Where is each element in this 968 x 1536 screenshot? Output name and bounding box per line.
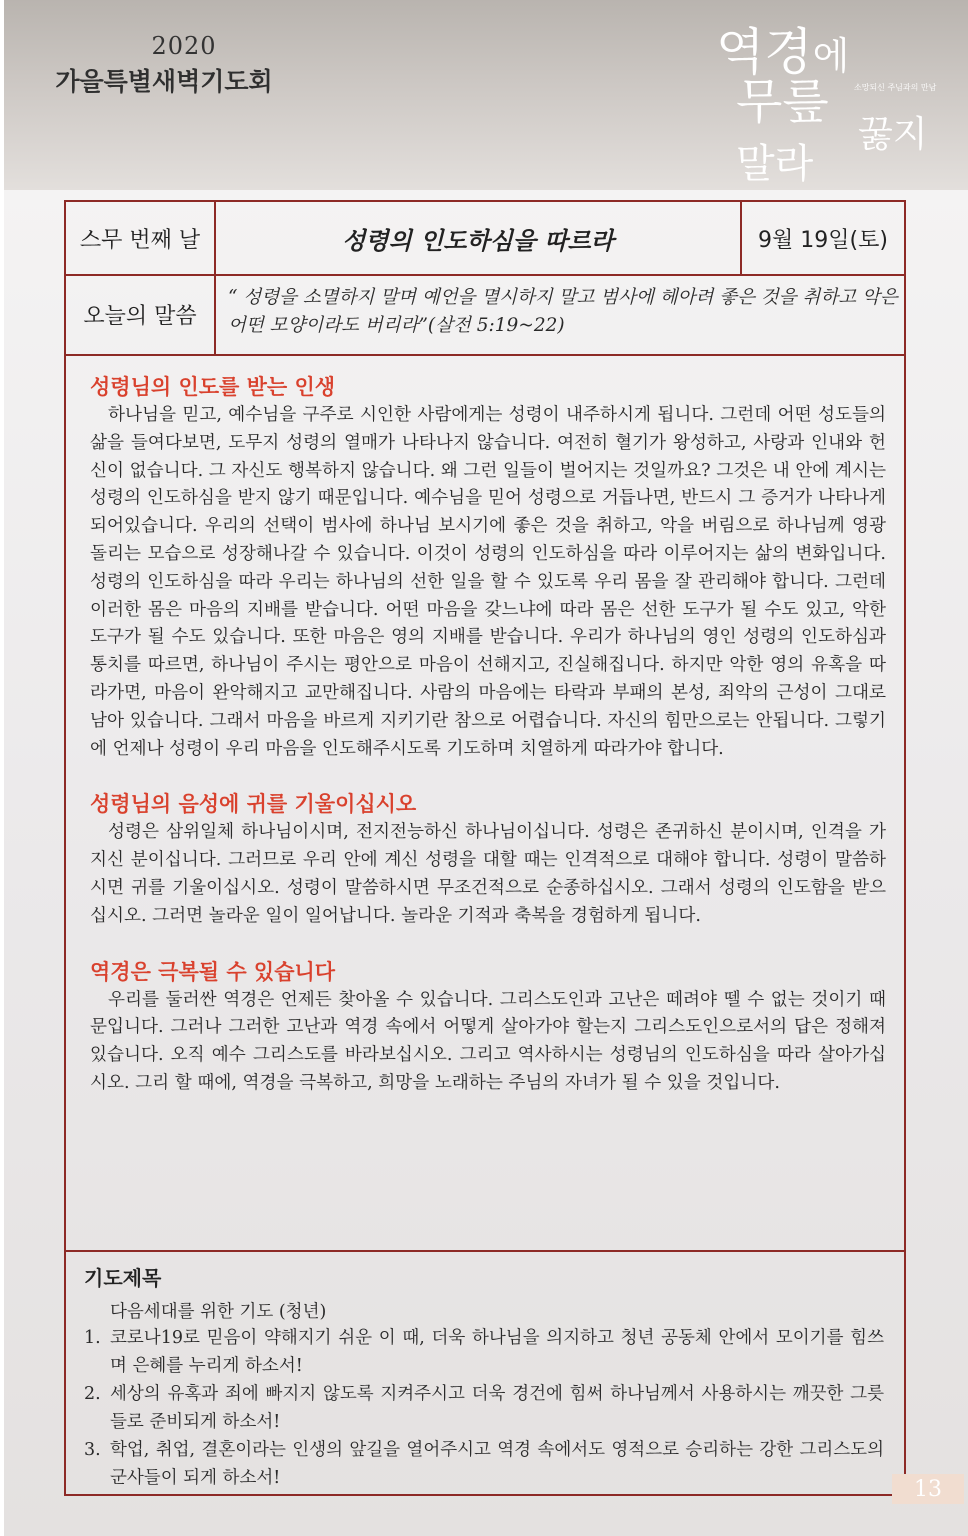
page-header <box>4 0 968 190</box>
divider <box>214 274 216 354</box>
prayer-item: 2. 세상의 유혹과 죄에 빠지지 않도록 지켜주시고 더욱 경건에 힘써 하나님께서 사용하시는 깨끗한 그릇들로 준비되게 하소서! <box>84 1384 884 1432</box>
prayer-item: 3. 학업, 취업, 결혼이라는 인생의 앞길을 열어주시고 역경 속에서도 영적으로 승리하는 강한 그리스도의 군사들이 되게 하소서! <box>84 1440 884 1488</box>
word-row <box>66 274 904 356</box>
prayer-list <box>84 1324 884 1492</box>
info-row <box>66 202 904 276</box>
section-title: 성령님의 인도를 받는 인생 <box>90 375 336 399</box>
section-paragraph: 우리를 둘러싼 역경은 언제든 찾아올 수 있습니다. 그리스도인과 고난은 떼려야 뗄 수 없는 것이기 때문입니다. 그러나 그러한 고난과 역경 속에서 어떻게 살아가야 할는지 그리스도인으로서의 답은 정해져 있습니다. 오직 예수 그리스도를 바라보십시오. 그리고 역사하시는 성령님의 인도하심을 따라 살아가십시오. 그리 할 때에, 역경을 극복하고, 희망을 노래하는 주님의 자녀가 될 수 있을 것입니다. <box>90 989 886 1093</box>
word-label: 오늘의 말씀 <box>83 303 197 329</box>
scripture-verse: “ 성령을 소멸하지 말며 예언을 멸시하지 말고 범사에 헤아려 좋은 것을 취하고 악은 어떤 모양이라도 버리라”(살전 5:19~22) <box>228 287 898 336</box>
section-paragraph: 성령은 삼위일체 하나님이시며, 전지전능하신 하나님이십니다. 성령은 존귀하신 분이시며, 인격을 가지신 분이십니다. 그러므로 우리 안에 계신 성령을 대할 때는 인격적으로 대해야 합니다. 성령이 말씀하시면 귀를 기울이십시오. 성령이 말씀하시면 무조건적으로 순종하십시오. 그래서 성령의 인도함을 받으십시오. 그러면 놀라운 일이 일어납니다. 놀라운 기적과 축복을 경험하게 됩니다. <box>90 822 886 926</box>
logo-line2-small: 꿇지 <box>858 114 928 155</box>
devotional-body <box>90 372 886 1124</box>
day-label: 스무 번째 날 <box>79 227 201 253</box>
page-number: 13 <box>892 1474 964 1504</box>
devotional-frame <box>64 200 906 1496</box>
series-logo <box>716 23 946 187</box>
prayer-section <box>66 1250 904 1496</box>
prayer-title: 기도제목 <box>84 1266 162 1290</box>
section-paragraph: 하나님을 믿고, 예수님을 구주로 시인한 사람에게는 성령이 내주하시게 됩니다. 그런데 어떤 성도들의 삶을 들여다보면, 도무지 성령의 열매가 나타나지 않습니다. 여전히 혈기가 왕성하고, 사랑과 인내와 헌신이 없습니다. 그 자신도 행복하지 않습니다. 왜 그런 일들이 벌어지는 것일까요? 그것은 내 안에 계시는 성령의 인도하심을 받지 않기 때문입니다. 예수님을 믿어 성령으로 거듭나면, 반드시 그 증거가 나타나게 되어있습니다. 우리의 선택이 범사에 하나님 보시기에 좋은 것을 취하고, 악을 버림으로 하나님께 영광 돌리는 모습으로 성장해나갈 수 있습니다. 이것이 성령의 인도하심을 따라 이루어지는 삶의 변화입니다. 성령의 인도하심을 따라 우리는 하나님의 선한 일을 할 수 있도록 우리 몸을 잘 관리해야 합니다. 그런데 이러한 몸은 마음의 지배를 받습니다. 어떤 마음을 갖느냐에 따라 몸은 선한 도구가 될 수도 있고, 악한 도구가 될 수도 있습니다. 또한 마음은 영의 지배를 받습니다. 우리가 하나님의 영인 성령의 인도하심과 통치를 따르면, 하나님이 주시는 평안으로 마음이 선해지고, 진실해집니다. 하지만 악한 영의 유혹을 따라가면, 마음이 완악해지고 교만해집니다. 사람의 마음에는 타락과 부패의 본성, 죄악의 근성이 그대로 남아 있습니다. 그래서 마음을 바르게 지키기란 참으로 어렵습니다. 자신의 힘만으로는 안됩니다. 그렇기에 언제나 성령이 우리 마음을 인도해주시도록 기도하며 치열하게 따라가야 합니다. <box>90 405 886 759</box>
section-title: 성령님의 음성에 귀를 기울이십시오 <box>90 792 417 817</box>
prayer-subtitle: 다음세대를 위한 기도 (청년) <box>110 1302 327 1322</box>
logo-subtitle: 소망되신 주님과의 만남 <box>854 83 937 92</box>
prayer-item: 1. 코로나19로 믿음이 약해지기 쉬운 이 때, 더욱 하나님을 의지하고 청년 공동체 안에서 모이기를 힘쓰며 은혜를 누리게 하소서! <box>84 1328 884 1376</box>
devotional-date: 9월 19일(토) <box>758 227 888 253</box>
logo-line3: 말라 <box>736 141 814 187</box>
header-event-title: 가을특별새벽기도회 <box>55 67 273 96</box>
devotional-title: 성령의 인도하심을 따르라 <box>342 226 614 255</box>
section-title: 역경은 극복될 수 있습니다 <box>90 959 336 984</box>
logo-line1: 역경에 <box>716 23 850 81</box>
logo-line2: 무릎 <box>736 74 829 130</box>
header-year: 2020 <box>151 32 217 60</box>
